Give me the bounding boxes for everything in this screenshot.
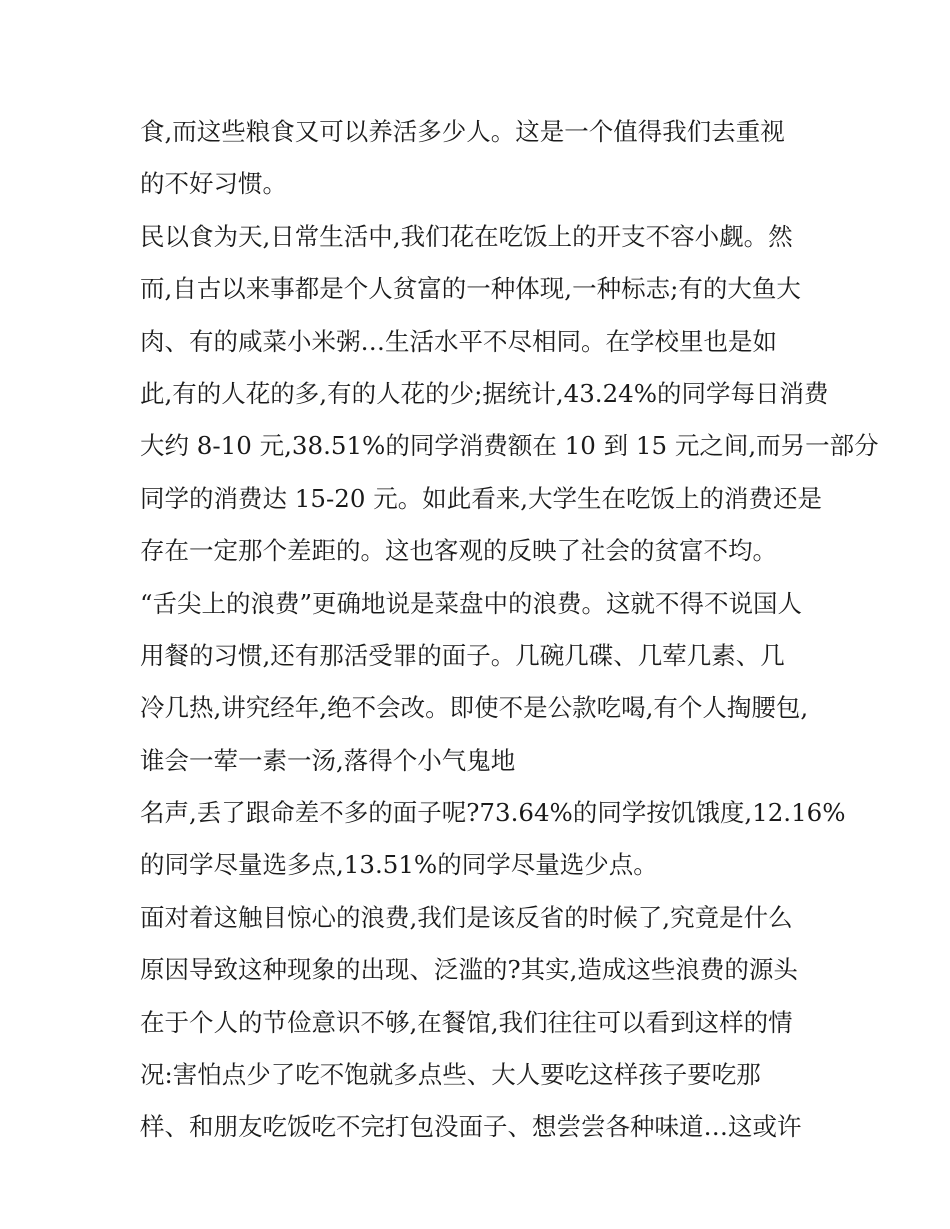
text-line: “舌尖上的浪费”更确地说是菜盘中的浪费。这就不得不说国人 xyxy=(140,588,803,618)
text-line: 在于个人的节俭意识不够,在餐馆,我们往往可以看到这样的情 xyxy=(140,1007,793,1037)
text-line: 用餐的习惯,还有那活受罪的面子。几碗几碟、几荤几素、几 xyxy=(140,640,785,670)
text-line: 样、和朋友吃饭吃不完打包没面子、想尝尝各种味道…这或许 xyxy=(140,1112,802,1142)
text-line: 肉、有的咸菜小米粥…生活水平不尽相同。在学校里也是如 xyxy=(140,326,777,356)
text-line: 大约 8-10 元,38.51%的同学消费额在 10 到 15 元之间,而另一部分 xyxy=(140,431,879,461)
text-line: 原因导致这种现象的出现、泛滥的?其实,造成这些浪费的源头 xyxy=(140,955,798,985)
text-line: 的同学尽量选多点,13.51%的同学尽量选少点。 xyxy=(140,850,658,880)
text-line: 此,有的人花的多,有的人花的少;据统计,43.24%的同学每日消费 xyxy=(140,378,829,408)
text-line: 民以食为天,日常生活中,我们花在吃饭上的开支不容小觑。然 xyxy=(140,221,793,251)
text-line: 的不好习惯。 xyxy=(140,169,287,199)
text-line: 名声,丢了跟命差不多的面子呢?73.64%的同学按饥饿度,12.16% xyxy=(140,798,846,828)
text-line: 存在一定那个差距的。这也客观的反映了社会的贫富不均。 xyxy=(140,536,777,566)
text-line: 面对着这触目惊心的浪费,我们是该反省的时候了,究竟是什么 xyxy=(140,902,793,932)
text-line: 谁会一荤一素一汤,落得个小气鬼地 xyxy=(140,745,516,775)
text-line: 况:害怕点少了吃不饱就多点些、大人要吃这样孩子要吃那 xyxy=(140,1060,761,1090)
text-line: 食,而这些粮食又可以养活多少人。这是一个值得我们去重视 xyxy=(140,117,785,146)
body-text xyxy=(140,106,879,1154)
text-line: 冷几热,讲究经年,绝不会改。即使不是公款吃喝,有个人掏腰包, xyxy=(140,693,809,723)
text-line: 同学的消费达 15-20 元。如此看来,大学生在吃饭上的消费还是 xyxy=(140,483,822,513)
text-line: 而,自古以来事都是个人贫富的一种体现,一种标志;有的大鱼大 xyxy=(140,274,801,304)
